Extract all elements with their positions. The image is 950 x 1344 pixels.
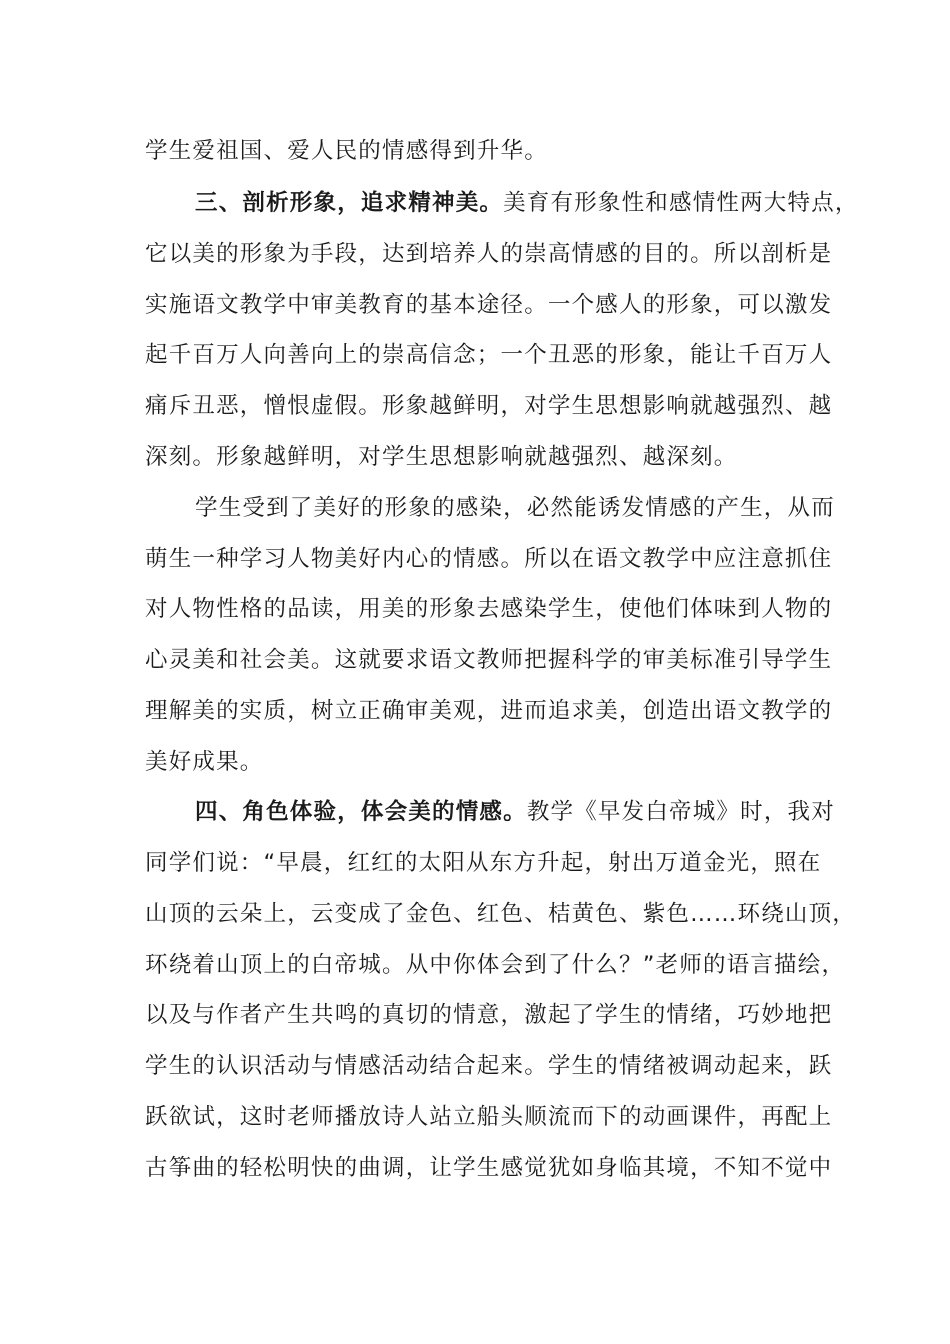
line-text: 同学们说：“早晨，红红的太阳从东方升起，射出万道金光，照在	[145, 850, 822, 876]
text-line	[145, 897, 856, 931]
line-text: 萌生一种学习人物美好内心的情感。所以在语文教学中应注意抓住	[145, 546, 833, 572]
text-line	[145, 338, 832, 372]
line-text: 心灵美和社会美。这就要求语文教师把握科学的审美标准引导学生	[145, 647, 833, 673]
text-line	[145, 542, 832, 576]
text-line	[145, 440, 738, 474]
section-heading-line	[195, 795, 835, 829]
line-text: 实施语文教学中审美教育的基本途径。一个感人的形象，可以激发	[145, 292, 833, 318]
line-text: 美育有形象性和感情性两大特点，	[503, 190, 859, 216]
line-text: 学生受到了美好的形象的感染，必然能诱发情感的产生，从而	[195, 495, 835, 521]
text-line	[145, 846, 821, 880]
text-line	[145, 1100, 832, 1134]
text-line	[145, 1049, 832, 1083]
line-text: 学生的认识活动与情感活动结合起来。学生的情绪被调动起来，跃	[145, 1053, 833, 1079]
line-text: 痛斥丑恶，憎恨虚假。形象越鲜明，对学生思想影响就越强烈、越	[145, 393, 833, 419]
text-line	[145, 745, 264, 779]
text-line	[145, 998, 832, 1032]
text-line	[145, 288, 832, 322]
section-heading: 四、角色体验，体会美的情感。	[195, 799, 527, 825]
line-text: 山顶的云朵上，云变成了金色、红色、桔黄色、紫色……环绕山顶，	[145, 901, 857, 927]
text-line	[145, 134, 548, 168]
paragraph-first-line	[195, 491, 835, 525]
line-text: 美好成果。	[145, 749, 264, 775]
text-line	[145, 592, 832, 626]
text-line	[145, 237, 832, 271]
line-text: 以及与作者产生共鸣的真切的情意，激起了学生的情绪，巧妙地把	[145, 1002, 833, 1028]
section-heading-line	[195, 186, 859, 220]
line-text: 理解美的实质，树立正确审美观，进而追求美，创造出语文教学的	[145, 698, 833, 724]
line-text: 起千百万人向善向上的崇高信念；一个丑恶的形象，能让千百万人	[145, 342, 833, 368]
line-text: 教学《早发白帝城》时，我对	[526, 799, 835, 825]
text-line	[145, 643, 832, 677]
line-text: 跃欲试，这时老师播放诗人站立船头顺流而下的动画课件，再配上	[145, 1104, 833, 1130]
text-line	[145, 389, 832, 423]
line-text: 古筝曲的轻松明快的曲调，让学生感觉犹如身临其境，不知不觉中	[145, 1155, 833, 1181]
line-text: 对人物性格的品读，用美的形象去感染学生，使他们体味到人物的	[145, 596, 833, 622]
text-line	[145, 694, 832, 728]
line-text: 环绕着山顶上的白帝城。从中你体会到了什么？”老师的语言描绘，	[145, 952, 846, 978]
line-text: 深刻。形象越鲜明，对学生思想影响就越强烈、越深刻。	[145, 444, 738, 470]
text-line	[145, 948, 845, 982]
text-line	[145, 1151, 832, 1185]
line-text: 它以美的形象为手段，达到培养人的崇高情感的目的。所以剖析是	[145, 241, 833, 267]
line-text: 学生爱祖国、爱人民的情感得到升华。	[145, 138, 548, 164]
section-heading: 三、剖析形象，追求精神美。	[195, 190, 504, 216]
